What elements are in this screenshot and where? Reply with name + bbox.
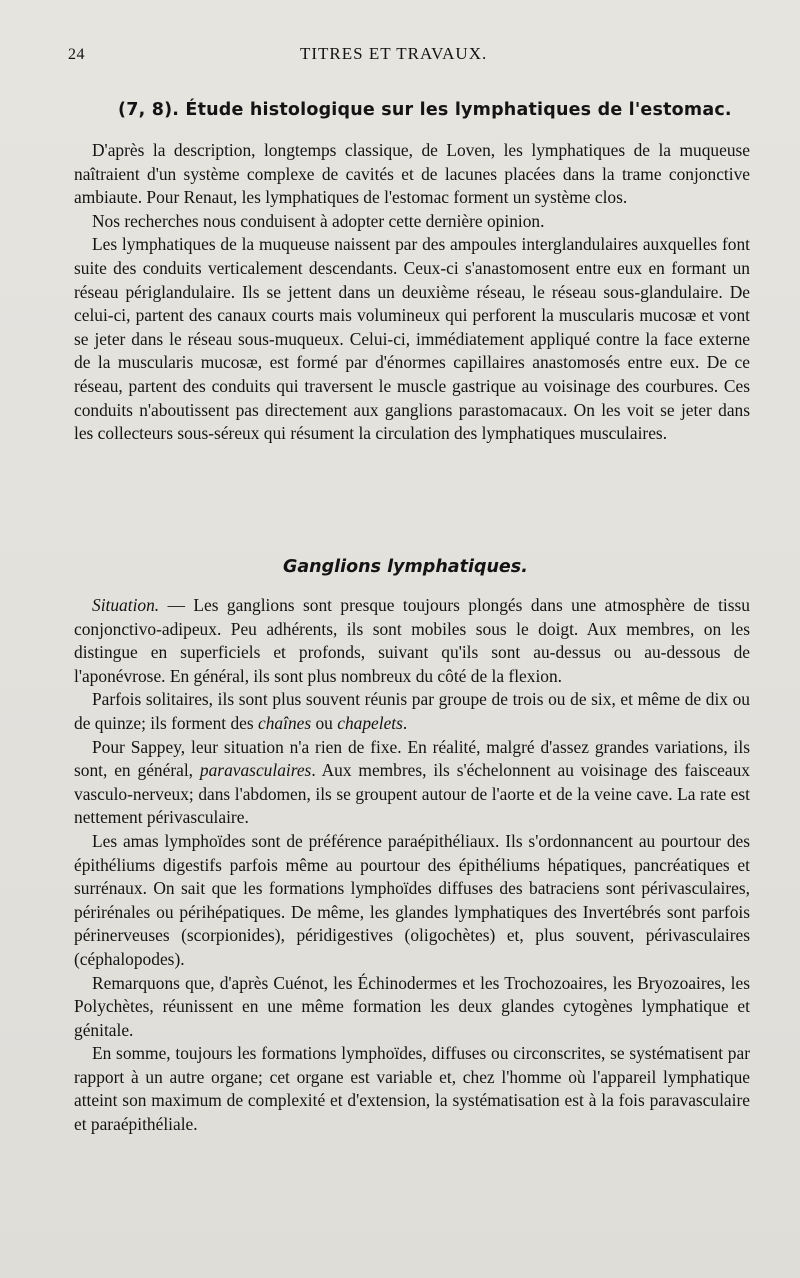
paragraph-groups (74, 688, 750, 735)
section-body (74, 139, 750, 446)
paragraph: Nos recherches nous conduisent à adopter cette dernière opinion. (92, 210, 545, 231)
paragraph: Remarquons que, d'après Cuénot, les Échinodermes et les Trochozoaires, les Bryozoaires, les Polychètes, réunissent en une même formation les deux glandes cytogènes lymphatique et génitale. (74, 972, 750, 1040)
text-run: . (402, 712, 408, 733)
situation-text: — Les ganglions sont presque toujours plongés dans une atmosphère de tissu conjonctivo-adipeux. Peu adhérents, ils sont mobiles sous le doigt. Aux membres, on les distingue en superficiels et profonds, suivant qu'ils sont au-dessus ou au-dessous de l'aponévrose. En général, ils sont plus nombreux du côté de la flexion. (74, 595, 750, 686)
text-run: . Aux membres, ils s'échelonnent au voisinage des faisceaux vasculo-nerveux; dans l'abdomen, ils se groupent autour de l'aorte et de la veine cave. La rate est nettement périvasculaire. (74, 760, 751, 828)
italic-term: chaînes (258, 712, 312, 733)
text-run: Parfois solitaires, ils sont plus souvent réunis par groupe de trois ou de six, et même de dix ou de quinze; ils forment des (74, 689, 750, 733)
paragraph: En somme, toujours les formations lymphoïdes, diffuses ou circonscrites, se systématisent par rapport à un autre organe; cet organe est variable et, chez l'homme où l'appareil lymphatique atteint son maximum de complexité et d'extension, la systématisation est à la fois paravasculaire et paraépithéliale. (74, 1043, 750, 1135)
paragraph-situation (74, 594, 750, 688)
paragraph: D'après la description, longtemps classique, de Loven, les lymphatiques de la muqueuse naîtraient d'un système complexe de cavités et de lacunes placées dans la trame conjonctive ambiaute. Pour Renaut, les lymphatiques de l'estomac forment un système clos. (74, 140, 750, 208)
subsection-title: Ganglions lymphatiques. (283, 557, 528, 577)
italic-term: paravasculaires (199, 760, 312, 781)
italic-term: chapelets (337, 712, 403, 733)
page-number: 24 (68, 46, 85, 63)
text-run: ou (311, 712, 338, 733)
situation-label: Situation. (92, 595, 160, 615)
subsection-body (74, 594, 750, 1137)
paragraph-sappey (74, 736, 750, 830)
text-run: Pour Sappey, leur situation n'a rien de fixe. En réalité, malgré d'assez grandes variations, ils sont, en général, (74, 736, 750, 781)
section-title: (7, 8). Étude histologique sur les lymphatiques de l'estomac. (118, 100, 732, 120)
paragraph: Les amas lymphoïdes sont de préférence paraépithéliaux. Ils s'ordonnancent au pourtour des épithéliums digestifs parfois même au pourtour des épithéliums hépatiques, pancréatiques et surrénaux. On sait que les formations lymphoïdes diffuses des batraciens sont périvasculaires, périrénales ou périhépatiques. De même, les glandes lymphatiques des Invertébrés sont parfois périnerveuses (scorpionides), péridigestives (oligochètes) et, plus souvent, périvasculaires (céphalopodes). (74, 830, 750, 969)
paragraph: Les lymphatiques de la muqueuse naissent par des ampoules interglandulaires auxquelles font suite des conduits verticalement descendants. Ceux-ci s'anastomosent entre eux en formant un réseau périglandulaire. Ils se jettent dans un deuxième réseau, le réseau sous-glandulaire. De celui-ci, partent des canaux courts mais volumineux qui perforent la muscularis mucosæ et vont se jeter dans le réseau sous-muqueux. Celui-ci, immédiatement appliqué contre la face externe de la muscularis mucosæ, est formé par d'énormes capillaires anastomosés entre eux. De ce réseau, partent des conduits qui traversent le muscle gastrique au voisinage des courbures. Ces conduits n'aboutissent pas directement aux ganglions parastomacaux. On les voit se jeter dans les collecteurs sous-séreux qui résument la circulation des lymphatiques musculaires. (74, 234, 750, 444)
running-title: TITRES ET TRAVAUX. (300, 44, 488, 63)
